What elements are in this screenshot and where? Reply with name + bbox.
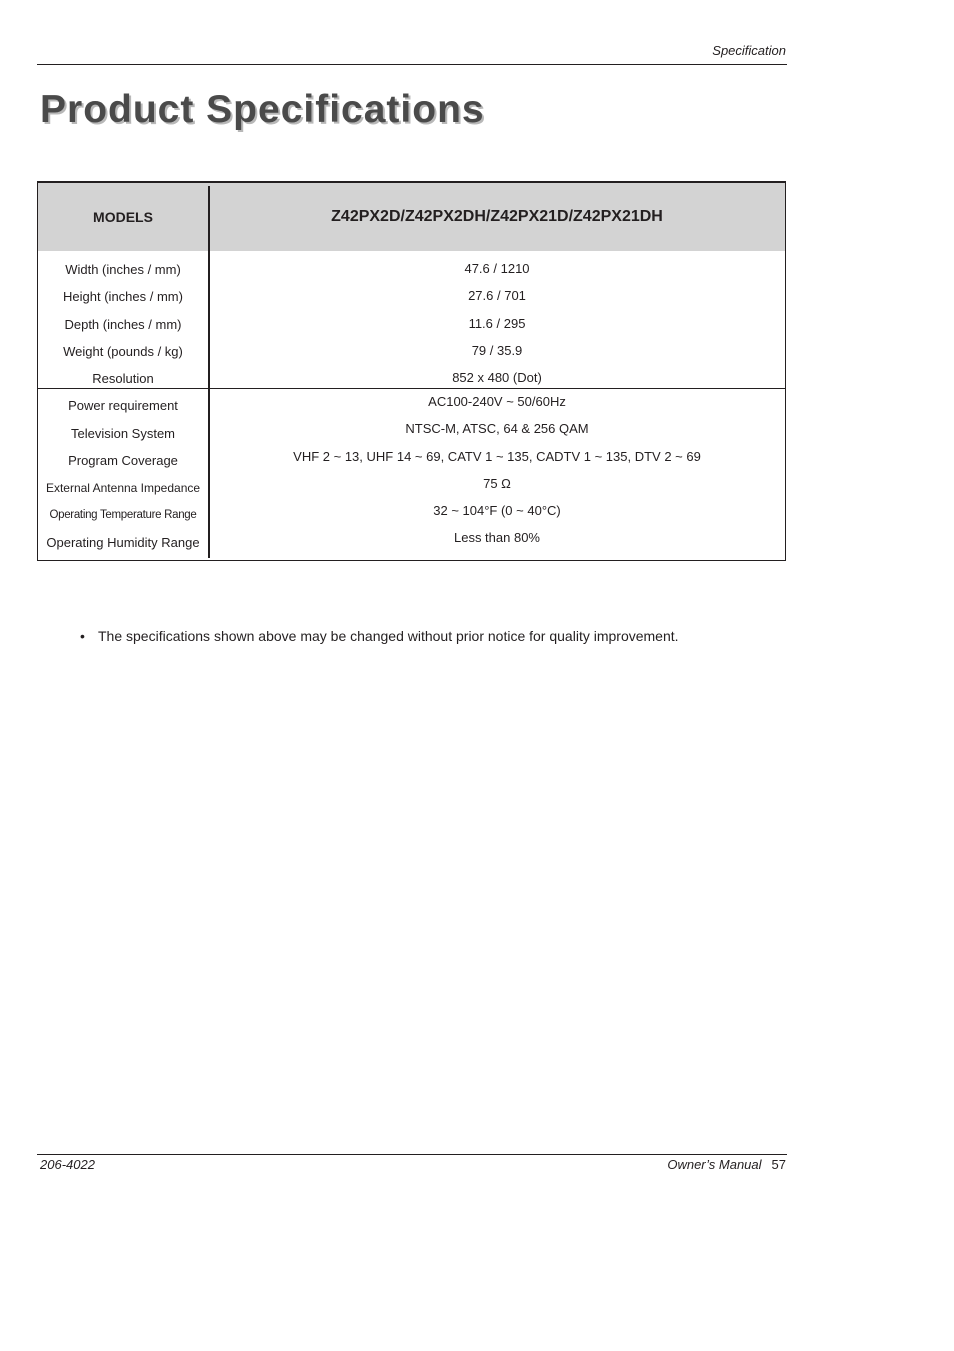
spec-value-humidity: Less than 80%: [453, 530, 540, 545]
spec-value-height: 27.6 / 701: [468, 288, 526, 303]
spec-value-resolution: 852 x 480 (Dot): [452, 370, 542, 385]
page-number: 57: [771, 1157, 786, 1172]
spec-value-program-coverage: VHF 2 ~ 13, UHF 14 ~ 69, CATV 1 ~ 135, CADTV 1 ~ 135, DTV 2 ~ 69: [293, 449, 701, 464]
section-header: Specification: [712, 43, 786, 58]
document-code: 206-4022: [40, 1157, 95, 1172]
spec-value-weight: 79 / 35.9: [471, 343, 523, 358]
spec-table: [37, 181, 786, 561]
spec-value-temperature: 32 ~ 104°F (0 ~ 40°C): [433, 503, 561, 518]
spec-label-tv-system: Television System: [70, 426, 176, 441]
bullet: •: [80, 628, 85, 644]
spec-label-width: Width (inches / mm): [65, 262, 181, 277]
spec-label-weight: Weight (pounds / kg): [63, 344, 183, 359]
spec-value-width: 47.6 / 1210: [464, 261, 530, 276]
spec-table-header: [38, 183, 785, 251]
spec-label-resolution: Resolution: [92, 371, 154, 386]
footer-page: [667, 1157, 786, 1172]
spec-value-depth: 11.6 / 295: [468, 316, 526, 331]
models-label: MODELS: [93, 209, 153, 225]
spec-label-humidity: Operating Humidity Range: [46, 535, 200, 550]
spec-label-antenna: External Antenna Impedance: [45, 481, 201, 495]
header-rule: [37, 64, 787, 65]
spec-value-tv-system: NTSC-M, ATSC, 64 & 256 QAM: [405, 421, 589, 436]
note-text: The specifications shown above may be changed without prior notice for quality improvement.: [98, 628, 679, 644]
spec-label-height: Height (inches / mm): [63, 289, 183, 304]
page-title: Product Specifications: [40, 88, 485, 131]
spec-label-depth: Depth (inches / mm): [64, 317, 182, 332]
spec-label-power: Power requirement: [68, 398, 178, 413]
spec-value-power: AC100-240V ~ 50/60Hz: [428, 394, 566, 409]
footer-rule: [37, 1154, 787, 1155]
spec-note: [80, 628, 679, 644]
manual-label: Owner’s Manual: [667, 1157, 762, 1172]
spec-label-program-coverage: Program Coverage: [68, 453, 178, 468]
models-value: Z42PX2D/Z42PX2DH/Z42PX21D/Z42PX21DH: [331, 208, 663, 225]
spec-value-antenna: 75 Ω: [483, 476, 511, 491]
spec-label-temperature: Operating Temperature Range: [49, 509, 197, 521]
